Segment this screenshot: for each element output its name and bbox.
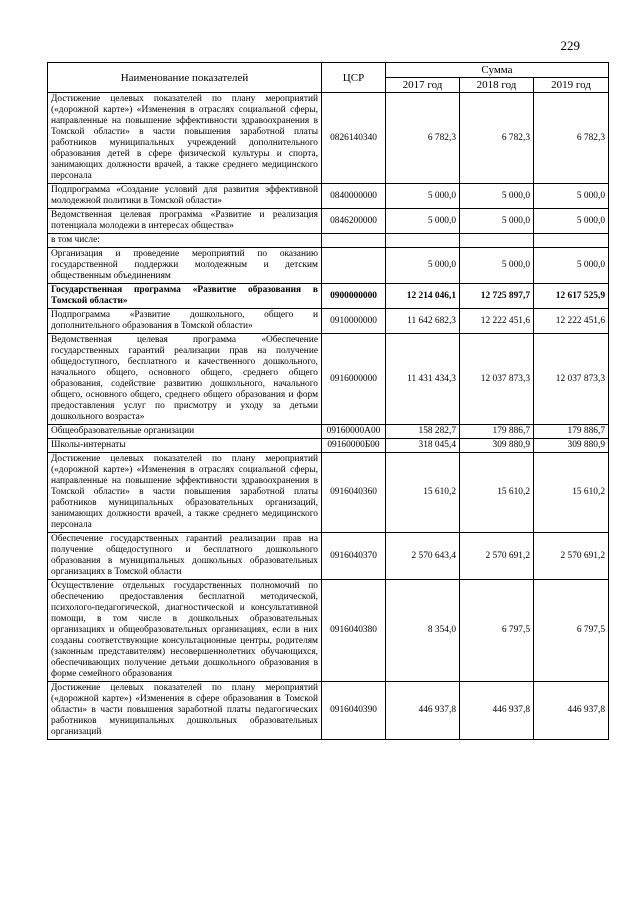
table-row <box>48 533 609 580</box>
row-code <box>322 248 386 284</box>
value-2019: 179 886,7 <box>534 425 609 439</box>
table-row <box>48 309 609 334</box>
value-2018: 12 725 897,7 <box>460 284 534 309</box>
value-2017: 446 937,8 <box>386 682 460 740</box>
row-code: 0916040380 <box>322 580 386 682</box>
table-row <box>48 184 609 209</box>
value-2017: 5 000,0 <box>386 209 460 234</box>
value-2017: 158 282,7 <box>386 425 460 439</box>
table-row <box>48 284 609 309</box>
value-2019: 5 000,0 <box>534 209 609 234</box>
row-code: 0900000000 <box>322 284 386 309</box>
value-2017: 6 782,3 <box>386 93 460 184</box>
table-row <box>48 682 609 740</box>
header-name: Наименование показателей <box>48 63 322 93</box>
value-2018: 446 937,8 <box>460 682 534 740</box>
row-name: Подпрограмма «Создание условий для развития эффективной молодежной политики в Томской области» <box>48 184 322 209</box>
header-year-2018: 2018 год <box>460 78 534 93</box>
value-2017: 11 431 434,3 <box>386 334 460 425</box>
row-name: Государственная программа «Развитие образования в Томской области» <box>48 284 322 309</box>
table-row <box>48 580 609 682</box>
value-2017: 5 000,0 <box>386 184 460 209</box>
value-2018: 15 610,2 <box>460 453 534 533</box>
table-row <box>48 93 609 184</box>
value-2019: 446 937,8 <box>534 682 609 740</box>
row-name: Достижение целевых показателей по плану мероприятий («дорожной карте») «Изменения в сфере образования в Томской области» в части повышения заработной платы педагогических работников муниципальных дошкольных образовательных организаций <box>48 682 322 740</box>
row-name: Осуществление отдельных государственных полномочий по обеспечению предоставления бесплатной методической, психолого-педагогической, диагностической и консультативной помощи, в том числе в дошкольных образовательных организациях и общеобразовательных организациях, если в них созданы соответствующие консультационные центры, родителям (законным представителям) несовершеннолетних обучающихся, обеспечивающих получение детьми дошкольного образования в форме семейного образования <box>48 580 322 682</box>
value-2018: 6 782,3 <box>460 93 534 184</box>
page-number: 229 <box>560 38 580 53</box>
row-code: 09160000Б00 <box>322 439 386 453</box>
header-sum: Сумма <box>386 63 609 78</box>
value-2018: 5 000,0 <box>460 209 534 234</box>
value-2019: 15 610,2 <box>534 453 609 533</box>
row-name: Обеспечение государственных гарантий реализации прав на получение общедоступного и бесплатного дошкольного образования в муниципальных дошкольных образовательных организациях в Томской области <box>48 533 322 580</box>
row-name: Достижение целевых показателей по плану мероприятий («дорожной карте») «Изменения в отраслях социальной сферы, направленные на повышение эффективности здравоохранения в Томской области» в части повышения заработной платы работников муниципальных образовательных организаций, занимающих должности врачей, а также среднего медицинского персонала <box>48 453 322 533</box>
row-code: 0826140340 <box>322 93 386 184</box>
row-code: 0910000000 <box>322 309 386 334</box>
row-code: 0916040370 <box>322 533 386 580</box>
row-code: 09160000A00 <box>322 425 386 439</box>
value-2019: 5 000,0 <box>534 184 609 209</box>
value-2018: 5 000,0 <box>460 248 534 284</box>
row-name: в том числе: <box>48 234 322 248</box>
value-2018: 179 886,7 <box>460 425 534 439</box>
value-2018: 6 797,5 <box>460 580 534 682</box>
row-code: 0916000000 <box>322 334 386 425</box>
value-2017: 318 045,4 <box>386 439 460 453</box>
value-2018: 309 880,9 <box>460 439 534 453</box>
row-name: Школы-интернаты <box>48 439 322 453</box>
table-row <box>48 439 609 453</box>
header-code: ЦСР <box>322 63 386 93</box>
value-2019: 6 797,5 <box>534 580 609 682</box>
table-row <box>48 209 609 234</box>
table-row <box>48 453 609 533</box>
value-2018: 5 000,0 <box>460 184 534 209</box>
row-name: Организация и проведение мероприятий по оказанию государственной поддержки молодежным и детским общественным объединениям <box>48 248 322 284</box>
value-2017: 5 000,0 <box>386 248 460 284</box>
value-2018: 12 222 451,6 <box>460 309 534 334</box>
row-name: Ведомственная целевая программа «Развитие и реализация потенциала молодежи в интересах общества» <box>48 209 322 234</box>
value-2017: 8 354,0 <box>386 580 460 682</box>
value-2017: 15 610,2 <box>386 453 460 533</box>
value-2019: 309 880,9 <box>534 439 609 453</box>
value-2019 <box>534 234 609 248</box>
header-year-2019: 2019 год <box>534 78 609 93</box>
value-2019: 2 570 691,2 <box>534 533 609 580</box>
table-row <box>48 425 609 439</box>
row-code: 0916040360 <box>322 453 386 533</box>
table-row <box>48 248 609 284</box>
row-name: Ведомственная целевая программа «Обеспечение государственных гарантий реализации прав на получение общедоступного, бесплатного и качественного дошкольного, начального общего, основного общего, среднего общего образования, содействие развитию дошкольного, начального общего, основного общего, среднего общего образования и форм предоставления услуг по присмотру и уходу за детьми дошкольного возраста» <box>48 334 322 425</box>
row-code: 0916040390 <box>322 682 386 740</box>
value-2018: 12 037 873,3 <box>460 334 534 425</box>
value-2017: 12 214 046,1 <box>386 284 460 309</box>
row-name: Общеобразовательные организации <box>48 425 322 439</box>
row-name: Подпрограмма «Развитие дошкольного, общего и дополнительного образования в Томской области» <box>48 309 322 334</box>
value-2019: 6 782,3 <box>534 93 609 184</box>
table-row <box>48 334 609 425</box>
value-2017: 2 570 643,4 <box>386 533 460 580</box>
row-name: Достижение целевых показателей по плану мероприятий («дорожной карте») «Изменения в отраслях социальной сферы, направленные на повышение эффективности здравоохранения в Томской области» в части повышения заработной платы работников муниципальных учреждений дополнительного образования детей в сфере физической культуры и спорта, занимающих должности врачей, а также среднего медицинского персонала <box>48 93 322 184</box>
value-2019: 12 617 525,9 <box>534 284 609 309</box>
table-row <box>48 234 609 248</box>
value-2018 <box>460 234 534 248</box>
value-2017: 11 642 682,3 <box>386 309 460 334</box>
value-2018: 2 570 691,2 <box>460 533 534 580</box>
value-2019: 12 222 451,6 <box>534 309 609 334</box>
header-row <box>48 63 609 78</box>
row-code: 0840000000 <box>322 184 386 209</box>
row-code: 0846200000 <box>322 209 386 234</box>
value-2019: 12 037 873,3 <box>534 334 609 425</box>
budget-table <box>47 62 609 740</box>
value-2017 <box>386 234 460 248</box>
value-2019: 5 000,0 <box>534 248 609 284</box>
header-year-2017: 2017 год <box>386 78 460 93</box>
row-code <box>322 234 386 248</box>
